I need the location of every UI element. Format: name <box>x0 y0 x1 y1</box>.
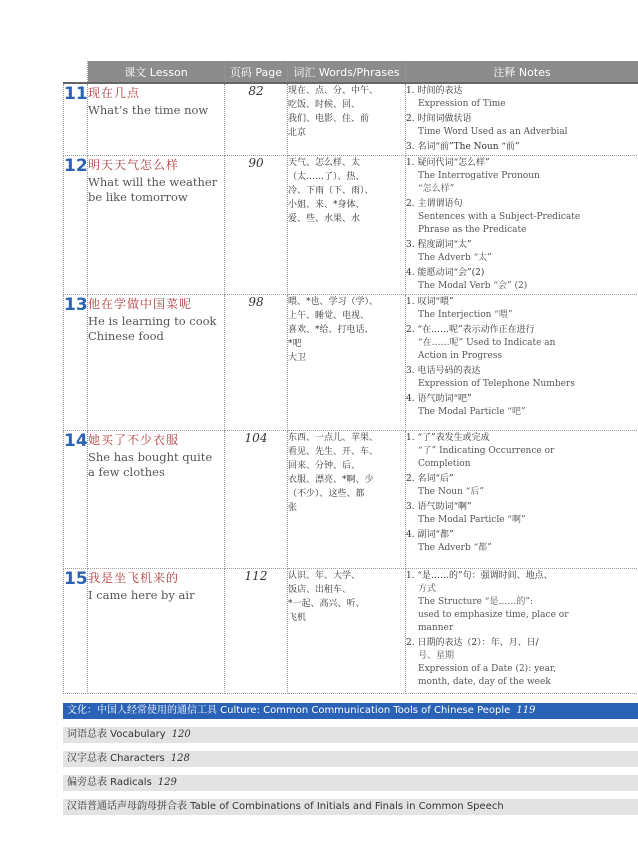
word-line: 北京 <box>288 128 307 138</box>
header-words: 词汇 Words/Phrases <box>288 61 406 83</box>
characters-label: 汉字总表 Characters <box>67 753 165 764</box>
word-line: 大卫 <box>288 353 307 363</box>
lesson-title-zh: 他在学做中国菜呢 <box>88 297 193 311</box>
header-lesson: 课文 Lesson <box>88 61 225 83</box>
lesson-notes <box>406 431 638 569</box>
note-item <box>406 392 638 419</box>
lesson-title-zh: 她买了不少衣服 <box>88 433 180 447</box>
combinations-bar[interactable] <box>63 799 638 815</box>
lesson-title-cell[interactable] <box>88 431 225 569</box>
vocabulary-bar[interactable] <box>63 727 638 743</box>
vocabulary-label: 词语总表 Vocabulary <box>67 729 166 740</box>
note-subline: “怎么样” <box>418 184 455 194</box>
lesson-number: 13 <box>64 295 88 431</box>
note-heading: 2. “在……呢”表示动作正在进行 <box>406 325 535 335</box>
note-subline: manner <box>418 623 454 633</box>
note-item <box>406 140 638 154</box>
lesson-words <box>288 569 406 694</box>
note-subline: 方式 <box>418 584 437 594</box>
word-line: 天气、怎么样、太 <box>288 158 361 168</box>
note-heading: 4. 语气助词“吧” <box>406 394 472 404</box>
note-item <box>406 197 638 237</box>
note-item <box>406 323 638 363</box>
lesson-title-zh: 现在几点 <box>88 86 141 100</box>
note-item <box>406 500 638 527</box>
note-subline: Expression of Time <box>418 99 506 109</box>
lesson-title-zh: 明天天气怎么样 <box>88 158 180 172</box>
note-heading: 2. 日期的表达（2）：年、月、日/ <box>406 638 539 648</box>
note-heading: 2. 主谓谓语句 <box>406 199 463 209</box>
word-line: 饭店、出租车、 <box>288 585 352 595</box>
lesson-page: 104 <box>225 431 288 569</box>
note-subline: Time Word Used as an Adverbial <box>418 127 568 137</box>
lesson-words <box>288 156 406 295</box>
lesson-title-en: What will the weather <box>88 175 218 189</box>
word-line: 东西、一点儿、苹果、 <box>288 433 379 443</box>
lesson-title-en: He is learning to cook <box>88 314 217 328</box>
note-heading: 4. 能愿动词“会”(2) <box>406 268 485 278</box>
lesson-title-en: What’s the time now <box>88 103 209 117</box>
lesson-title-en: Chinese food <box>88 329 164 343</box>
note-heading: 2. 时间词做状语 <box>406 114 472 124</box>
note-subline: Phrase as the Predicate <box>418 225 527 235</box>
note-heading: 3. 电话号码的表达 <box>406 366 481 376</box>
note-item <box>406 472 638 499</box>
note-subline: The Interjection “喂” <box>418 310 513 320</box>
note-subline: Sentences with a Subject-Predicate <box>418 212 581 222</box>
lesson-number: 11 <box>64 83 88 156</box>
note-subline: used to emphasize time, place or <box>418 610 569 620</box>
lesson-row <box>64 156 638 295</box>
lesson-number: 12 <box>64 156 88 295</box>
note-subline: Action in Progress <box>418 351 503 361</box>
lesson-notes <box>406 569 638 694</box>
lesson-title-cell[interactable] <box>88 569 225 694</box>
lesson-notes <box>406 156 638 295</box>
lesson-row <box>64 569 638 694</box>
word-line: 喂、*也、学习（学）、 <box>288 297 379 307</box>
culture-label: 文化：中国人经常使用的通信工具 Culture: Common Communication Tools of Chinese People <box>67 705 511 716</box>
radicals-label: 偏旁总表 Radicals <box>67 777 152 788</box>
lesson-title-en: a few clothes <box>88 465 165 479</box>
word-line: 上午、睡觉、电视、 <box>288 311 370 321</box>
note-heading: 3. 程度副词“太” <box>406 240 472 250</box>
note-subline: The Modal Particle “啊” <box>418 515 526 525</box>
note-heading: 3. 名词“前”The Noun “前” <box>406 142 520 152</box>
note-subline: The Modal Verb “会” (2) <box>418 281 528 291</box>
word-line: 吃饭、时候、回、 <box>288 100 361 110</box>
word-line: 衣服、漂亮、*啊、少 <box>288 475 374 485</box>
lesson-title-cell[interactable] <box>88 83 225 156</box>
note-subline: The Adverb “太” <box>418 253 492 263</box>
word-line: 小姐、来、*身体、 <box>288 200 365 210</box>
lesson-words <box>288 431 406 569</box>
lesson-row <box>64 431 638 569</box>
word-line: *吧 <box>288 339 302 349</box>
characters-bar[interactable] <box>63 751 638 767</box>
lesson-title-en: I came here by air <box>88 588 195 602</box>
note-heading: 4. 副词“都” <box>406 530 454 540</box>
note-item <box>406 84 638 111</box>
note-item <box>406 528 638 555</box>
word-line: 我们、电影、住、前 <box>288 114 370 124</box>
note-heading: 1. “了”表发生或完成 <box>406 433 490 443</box>
characters-page: 128 <box>170 753 190 764</box>
note-subline: The Structure “是……的”: <box>418 597 534 607</box>
lesson-page: 82 <box>225 83 288 156</box>
word-line: 爱、些、水果、水 <box>288 214 361 224</box>
word-line: 认识、年、大学、 <box>288 571 361 581</box>
note-heading: 1. 叹词“喂” <box>406 297 454 307</box>
lesson-title-en: She has bought quite <box>88 450 213 464</box>
header-page: 页码 Page <box>225 61 288 83</box>
lesson-page: 112 <box>225 569 288 694</box>
word-line: 飞机 <box>288 613 307 623</box>
header-number-cell <box>64 61 88 83</box>
word-line: 喜欢、*给、打电话、 <box>288 325 374 335</box>
note-item <box>406 295 638 322</box>
culture-page: 119 <box>516 705 536 716</box>
lesson-row <box>64 83 638 156</box>
lesson-words <box>288 83 406 156</box>
table-body <box>64 83 638 694</box>
word-line: 现在、点、分、中午、 <box>288 86 379 96</box>
note-heading: 1. “是……的”句：强调时间、地点、 <box>406 571 553 581</box>
contents-table <box>63 61 638 694</box>
word-line: 看见、先生、开、车、 <box>288 447 379 457</box>
note-item <box>406 112 638 139</box>
lesson-number: 15 <box>64 569 88 694</box>
lesson-page: 90 <box>225 156 288 295</box>
note-item <box>406 636 638 689</box>
note-item <box>406 156 638 196</box>
note-heading: 3. 语气助词“啊” <box>406 502 472 512</box>
note-heading: 1. 时间的表达 <box>406 86 463 96</box>
vocabulary-page: 120 <box>171 729 191 740</box>
lesson-title-zh: 我是坐飞机来的 <box>88 571 180 585</box>
lesson-notes <box>406 295 638 431</box>
note-item <box>406 569 638 635</box>
lesson-row <box>64 295 638 431</box>
radicals-page: 129 <box>157 777 177 788</box>
note-subline: “在……呢” Used to Indicate an <box>418 338 556 348</box>
word-line: （太……了）、热、 <box>288 172 365 182</box>
header-notes: 注释 Notes <box>406 61 638 83</box>
word-line: 张 <box>288 503 298 513</box>
word-line: （不少）、这些、都 <box>288 489 365 499</box>
note-item <box>406 431 638 471</box>
note-subline: month, date, day of the week <box>418 677 551 687</box>
lesson-title-cell[interactable] <box>88 156 225 295</box>
lesson-title-cell[interactable] <box>88 295 225 431</box>
note-subline: 号、星期 <box>418 651 455 661</box>
combinations-label: 汉语普通话声母韵母拼合表 Table of Combinations of Initials and Finals in Common Speech <box>67 801 504 812</box>
note-item <box>406 266 638 293</box>
note-subline: Expression of a Date (2): year, <box>418 664 557 674</box>
lesson-notes <box>406 83 638 156</box>
note-subline: The Noun “后” <box>418 487 484 497</box>
lesson-title-en: be like tomorrow <box>88 190 188 204</box>
table-header-row <box>64 61 638 83</box>
lesson-number: 14 <box>64 431 88 569</box>
note-subline: Completion <box>418 459 471 469</box>
note-subline: “了” Indicating Occurrence or <box>418 446 555 456</box>
word-line: 冷、下雨（下、雨）、 <box>288 186 374 196</box>
note-heading: 1. 疑问代词“怎么样” <box>406 158 490 168</box>
lesson-page: 98 <box>225 295 288 431</box>
note-subline: The Interrogative Pronoun <box>418 171 540 181</box>
note-item <box>406 238 638 265</box>
radicals-bar[interactable] <box>63 775 638 791</box>
note-heading: 2. 名词“后” <box>406 474 454 484</box>
word-line: 回来、分钟、后、 <box>288 461 361 471</box>
word-line: *一起、高兴、听、 <box>288 599 365 609</box>
culture-bar[interactable] <box>63 703 638 719</box>
note-item <box>406 364 638 391</box>
lesson-words <box>288 295 406 431</box>
note-subline: The Modal Particle “吧” <box>418 407 526 417</box>
note-subline: Expression of Telephone Numbers <box>418 379 575 389</box>
note-subline: The Adverb “都” <box>418 543 492 553</box>
